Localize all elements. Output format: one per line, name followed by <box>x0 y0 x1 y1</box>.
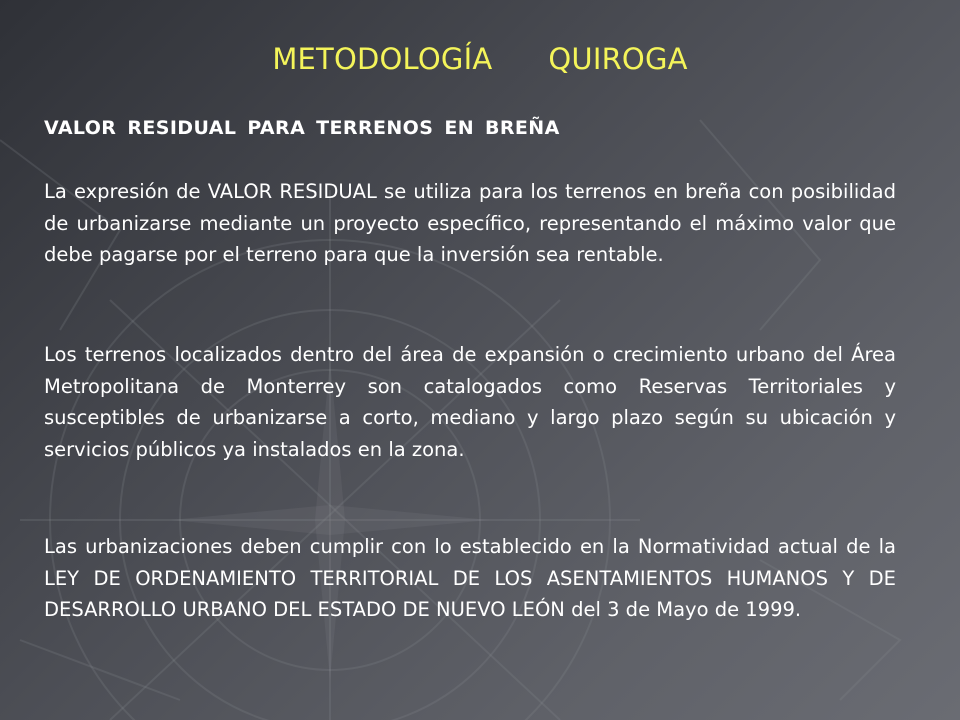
slide-title <box>0 42 960 76</box>
title-methodology: METODOLOGÍA <box>272 42 493 76</box>
paragraph-territorial-reserves: Los terrenos localizados dentro del área de expansión o crecimiento urbano del Área Metropolitana de Monterrey son catalogados como Reservas Territoriales y susceptibles de urbanizarse a corto, mediano y largo plazo según su ubicación y servicios públicos ya instalados en la zona. <box>44 343 896 461</box>
paragraph-residual-value: La expresión de VALOR RESIDUAL se utiliza para los terrenos en breña con posibilidad de urbanizarse mediante un proyecto específico, representando el máximo valor que debe pagarse por el terreno para que la inversión sea rentable. <box>44 180 896 266</box>
section-heading: VALOR RESIDUAL PARA TERRENOS EN BREÑA <box>44 117 560 139</box>
paragraph-regulations: Las urbanizaciones deben cumplir con lo establecido en la Normatividad actual de la LEY DE ORDENAMIENTO TERRITORIAL DE LOS ASENTAMIENTOS HUMANOS Y DE DESARROLLO URBANO DEL ESTADO DE NUEVO LEÓN del 3 de Mayo de 1999. <box>44 535 896 621</box>
title-quiroga: QUIROGA <box>548 42 688 76</box>
